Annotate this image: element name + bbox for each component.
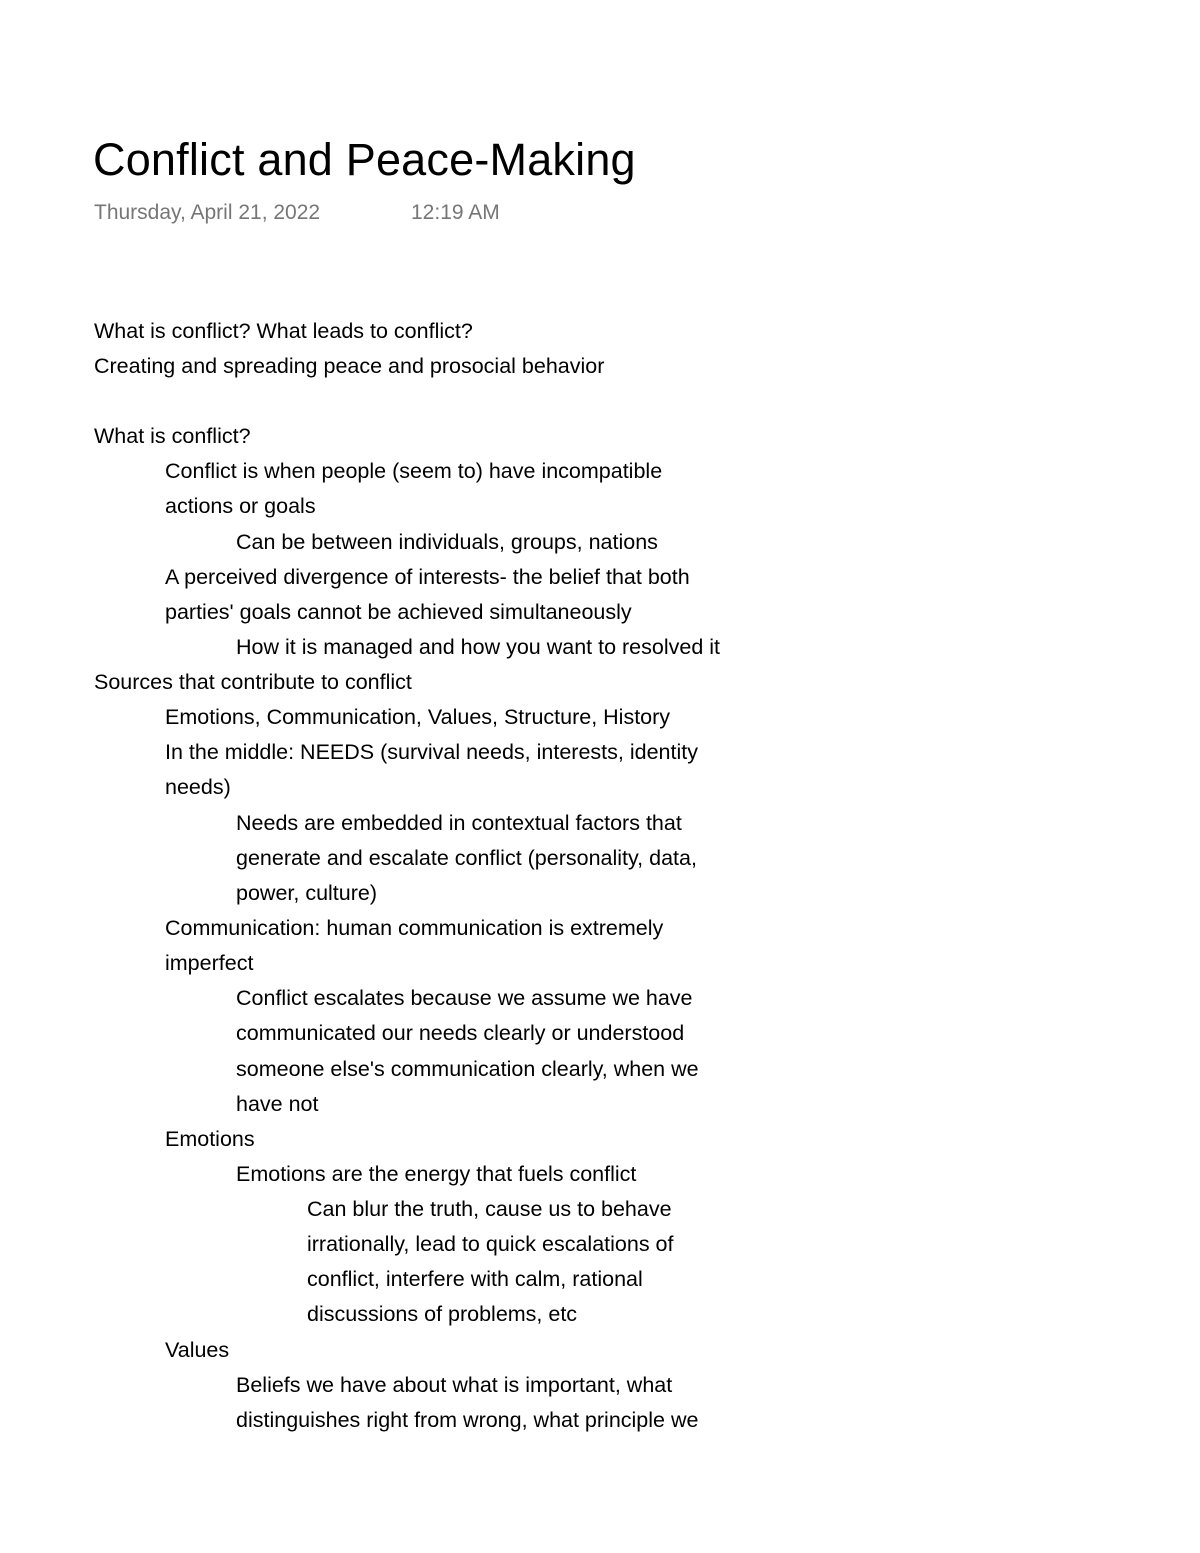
note-line: Can blur the truth, cause us to behave xyxy=(307,1197,672,1221)
note-line: Needs are embedded in contextual factors that xyxy=(236,811,682,835)
note-line: Beliefs we have about what is important, what xyxy=(236,1373,673,1397)
note-line: Creating and spreading peace and prosocial behavior xyxy=(94,354,605,378)
note-line: Values xyxy=(165,1338,230,1362)
note-line: discussions of problems, etc xyxy=(307,1302,578,1326)
note-line: What is conflict? What leads to conflict? xyxy=(94,319,473,343)
note-line: imperfect xyxy=(165,951,254,975)
note-line: Emotions are the energy that fuels conflict xyxy=(236,1162,637,1186)
note-line: How it is managed and how you want to resolved it xyxy=(236,635,721,659)
note-line: actions or goals xyxy=(165,494,316,518)
note-line: have not xyxy=(236,1092,319,1116)
note-line: parties' goals cannot be achieved simultaneously xyxy=(165,600,632,624)
note-line: Conflict escalates because we assume we have xyxy=(236,986,693,1010)
note-line: irrationally, lead to quick escalations of xyxy=(307,1232,674,1256)
note-time: 12:19 AM xyxy=(411,201,500,224)
note-line: In the middle: NEEDS (survival needs, interests, identity xyxy=(165,740,698,764)
note-line: Emotions xyxy=(165,1127,255,1151)
note-line: Can be between individuals, groups, nations xyxy=(236,530,658,554)
note-line: power, culture) xyxy=(236,881,378,905)
page-title: Conflict and Peace-Making xyxy=(93,134,636,185)
note-line: communicated our needs clearly or understood xyxy=(236,1021,685,1045)
note-line: Sources that contribute to conflict xyxy=(94,670,412,694)
note-date: Thursday, April 21, 2022 xyxy=(94,201,321,224)
note-line: Communication: human communication is extremely xyxy=(165,916,664,940)
note-line: conflict, interfere with calm, rational xyxy=(307,1267,643,1291)
note-line: generate and escalate conflict (personality, data, xyxy=(236,846,697,870)
note-line: Emotions, Communication, Values, Structure, History xyxy=(165,705,671,729)
note-line: What is conflict? xyxy=(94,424,251,448)
note-line: A perceived divergence of interests- the belief that both xyxy=(165,565,690,589)
note-line: distinguishes right from wrong, what principle we xyxy=(236,1408,699,1432)
note-line: needs) xyxy=(165,775,231,799)
note-line: someone else's communication clearly, when we xyxy=(236,1057,699,1081)
note-line: Conflict is when people (seem to) have incompatible xyxy=(165,459,663,483)
